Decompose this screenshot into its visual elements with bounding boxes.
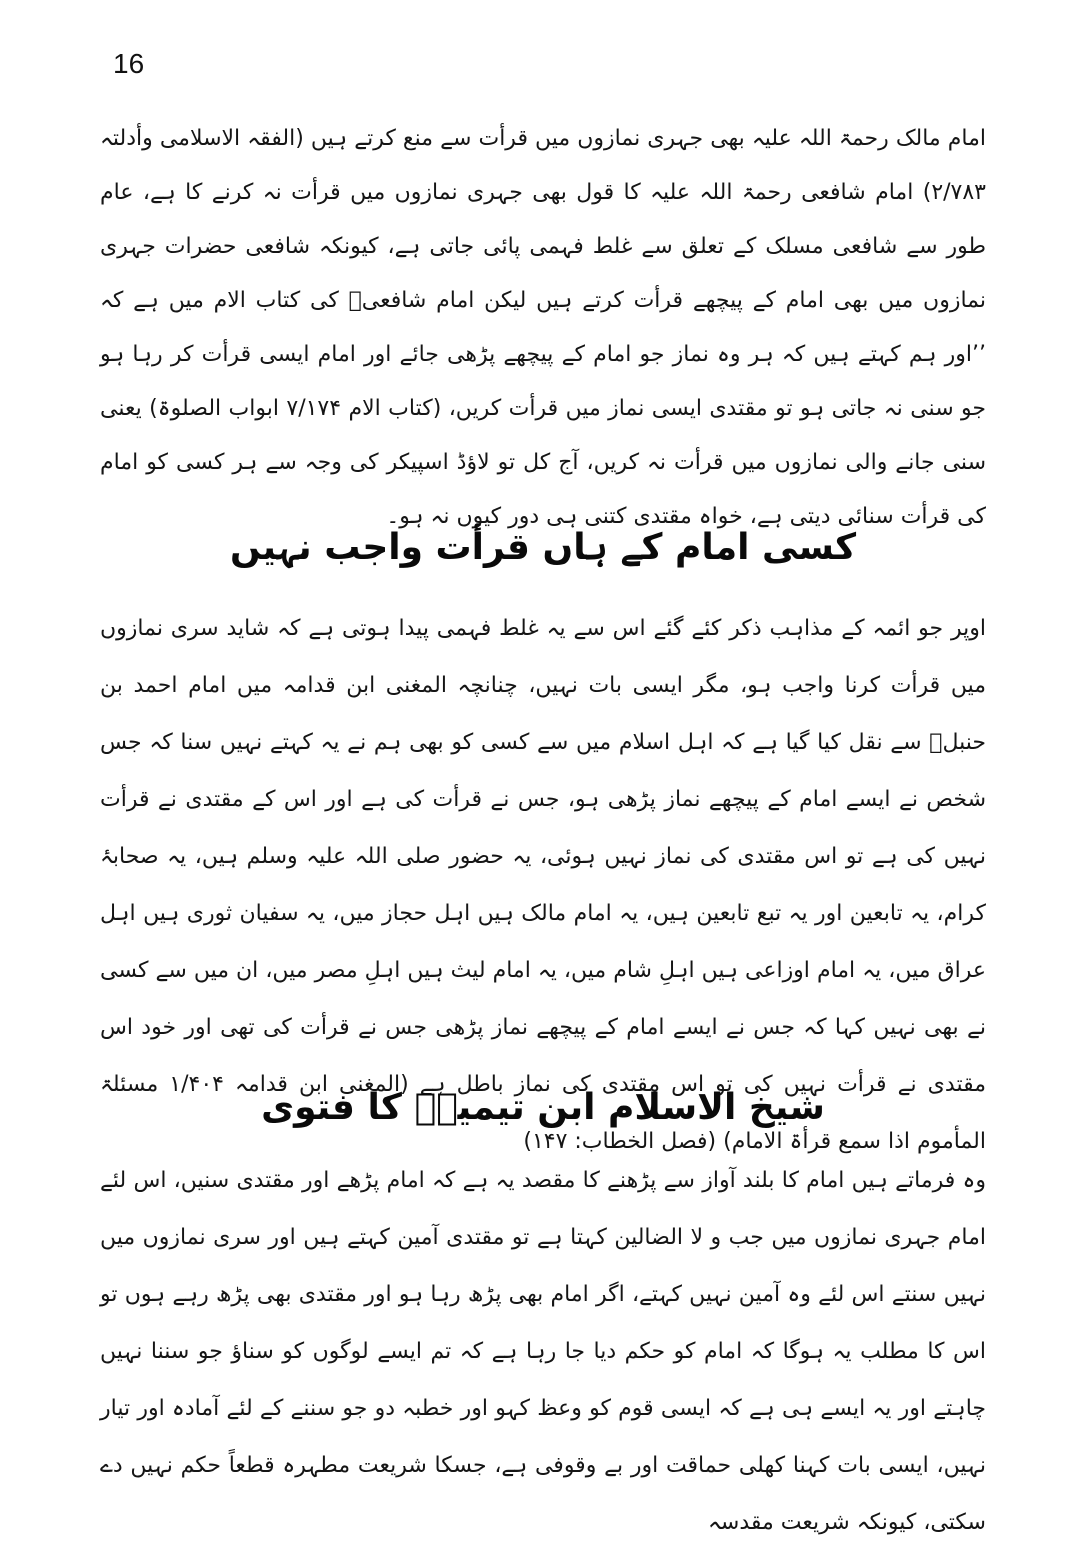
paragraph-text: امام مالک رحمۃ اللہ علیہ بھی جہری نمازوں میں قرأت سے منع کرتے ہیں (الفقہ الاسلامی وأدلتہ ۲/۷۸۳) امام شافعی رحمۃ اللہ علیہ کا قول بھی جہری نمازوں میں قرأت نہ کرنے کا ہے، عام طور سے شافعی مسلک کے تعلق سے غلط فہمی پائی جاتی ہے، کیونکہ شافعی حضرات جہری نمازوں میں بھی امام کے پیچھے قرأت کرتے ہیں لیکن امام شافعیؒ کی کتاب الام میں ہے کہ ’’اور ہم کہتے ہیں کہ ہر وہ نماز جو امام کے پیچھے پڑھی جائے اور امام ایسی قرأت کر رہا ہو جو سنی نہ جاتی ہو تو مقتدی ایسی نماز میں قرأت کریں، (کتاب الام ۷/۱۷۴ ابواب الصلوۃ) یعنی سنی جانے والی نمازوں میں قرأت نہ کریں، آج کل تو لاؤڈ اسپیکر کی وجہ سے ہر کسی کو امام کی قرأت سنائی دیتی ہے، خواہ مقتدی کتنی ہی دور کیوں نہ ہو۔ — [100, 126, 987, 529]
paragraph-imam-malik-shafii — [100, 112, 986, 544]
paragraph-text: وہ فرماتے ہیں امام کا بلند آواز سے پڑھنے کا مقصد یہ ہے کہ امام پڑھے اور مقتدی سنیں، اس لئے امام جہری نمازوں میں جب و لا الضالین کہتا ہے تو مقتدی آمین کہتے ہیں اور سری نمازوں میں نہیں سنتے اس لئے وہ آمین نہیں کہتے، اگر امام بھی پڑھ رہا ہو اور مقتدی بھی پڑھ رہے ہوں تو اس کا مطلب یہ ہوگا کہ امام کو حکم دیا جا رہا ہے کہ تم ایسے لوگوں کو سناؤ جو سننا نہیں چاہتے اور یہ ایسے ہی ہے کہ ایسی قوم کو وعظ کہو اور خطبہ دو جو سننے کے لئے آمادہ اور تیار نہیں، ایسی بات کہنا کھلی حماقت اور بے وقوفی ہے، جسکا شریعت مطہرہ قطعاً حکم نہیں دے سکتی، کیونکہ شریعت مقدسہ — [100, 1168, 986, 1535]
section-heading-ibn-taymiyya-fatwa: شیخ الاسلام ابن تیمیہؒ کا فتوی — [261, 1087, 825, 1128]
page-number: 16 — [113, 48, 145, 79]
paragraph-ibn-taymiyya — [100, 1152, 986, 1551]
paragraph-text: اوپر جو ائمہ کے مذاہب ذکر کئے گئے اس سے یہ غلط فہمی پیدا ہوتی ہے کہ شاید سری نمازوں میں قرأت کرنا واجب ہو، مگر ایسی بات نہیں، چنانچہ المغنی ابن قدامہ میں امام احمد بن حنبلؒ سے نقل کیا گیا ہے کہ اہل اسلام میں سے کسی کو بھی ہم نے یہ کہتے نہیں سنا کہ جس شخص نے ایسے امام کے پیچھے نماز پڑھی ہو، جس نے قرأت کی ہے اور اس کے مقتدی نے قرأت نہیں کی ہے تو اس مقتدی کی نماز نہیں ہوئی، یہ حضور صلی اللہ علیہ وسلم ہیں، یہ صحابۂ کرام، یہ تابعین اور یہ تبع تابعین ہیں، یہ امام مالک ہیں اہل حجاز میں، یہ سفیان ثوری ہیں اہل عراق میں، یہ امام اوزاعی ہیں اہلِ شام میں، یہ امام لیث ہیں اہلِ مصر میں، ان میں سے کسی نے بھی نہیں کہا کہ جس نے ایسے امام کے پیچھے نماز پڑھی جس نے قرأت کی تھی اور خود اس مقتدی نے قرأت نہیں کی تو اس مقتدی کی نماز باطل ہے (المغنی ابن قدامہ ۱/۴۰۴ مسئلۃ المأموم اذا سمع قرأۃ الامام) (فصل الخطاب: ۱۴۷) — [100, 616, 987, 1154]
section-heading-no-imam-obligatory: کسی امام کے ہاں قرأت واجب نہیں — [229, 527, 857, 568]
